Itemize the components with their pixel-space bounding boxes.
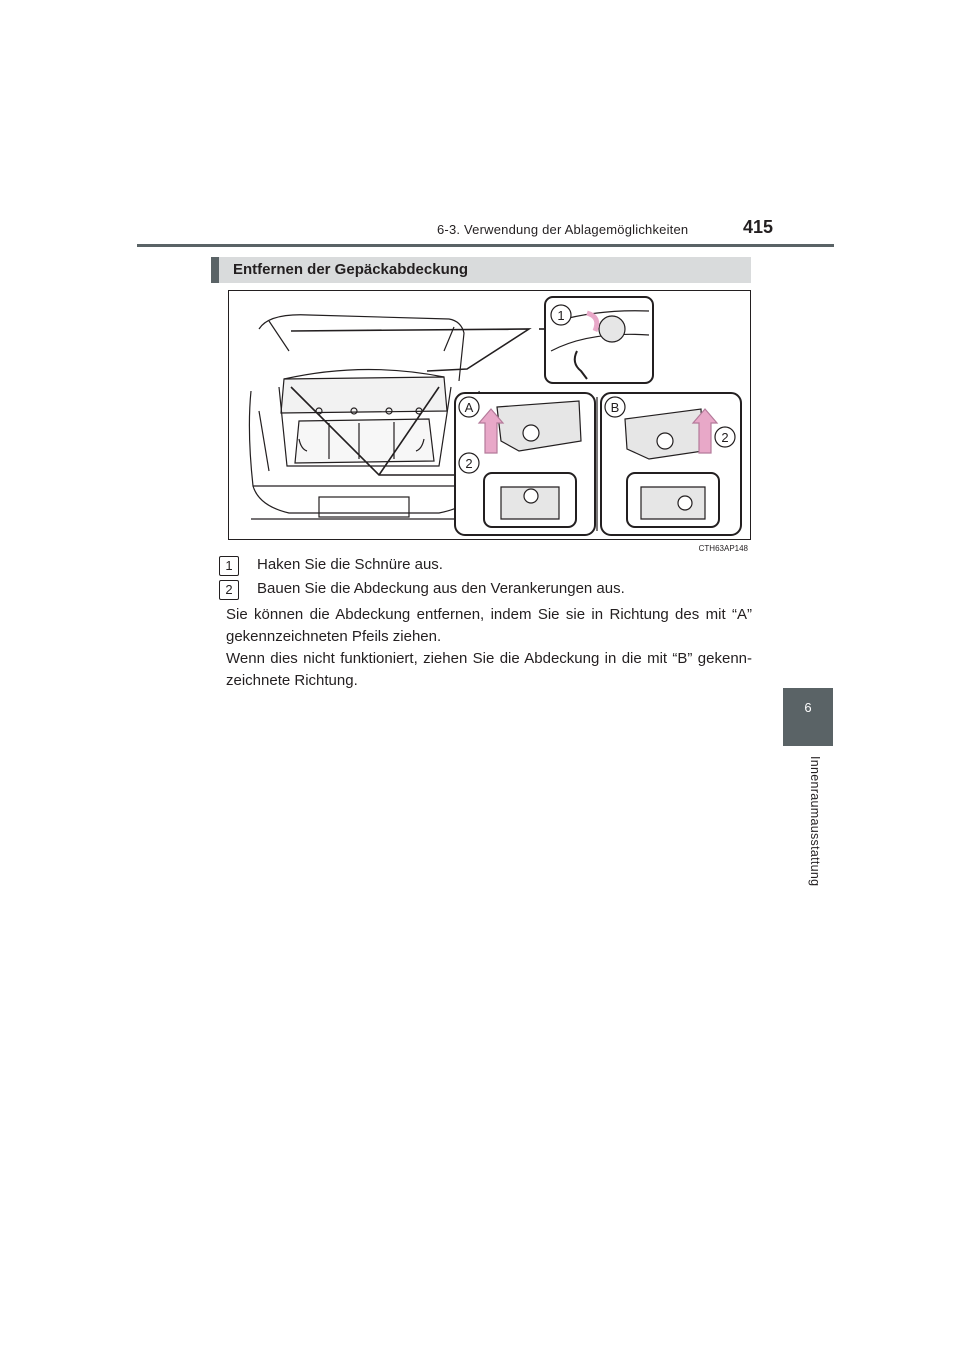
header-rule bbox=[137, 244, 834, 247]
chapter-tab[interactable] bbox=[783, 688, 833, 746]
inset-variant-b bbox=[601, 393, 741, 535]
body-paragraph-1: Sie können die Abdeckung entfernen, indem Sie sie in Richtung des mit “A” gekennzeichneten Pfeils ziehen. bbox=[226, 606, 752, 645]
step-text: Bauen Sie die Abdeckung aus den Verankerungen aus. bbox=[257, 580, 625, 597]
step-number-badge: 1 bbox=[219, 556, 239, 576]
callout-2-b: 2 bbox=[721, 430, 729, 445]
section-title: Entfernen der Gepäckabdeckung bbox=[233, 261, 469, 278]
figure-code: CTH63AP148 bbox=[698, 544, 748, 553]
callout-1: 1 bbox=[557, 308, 565, 323]
callout-b: B bbox=[610, 400, 620, 415]
callout-2-a: 2 bbox=[465, 456, 473, 471]
callout-a: A bbox=[464, 400, 474, 415]
inset-variant-a bbox=[455, 393, 595, 535]
illustration-svg bbox=[229, 291, 750, 539]
chapter-number: 6 bbox=[804, 700, 812, 715]
step-text: Haken Sie die Schnüre aus. bbox=[257, 556, 443, 573]
page-number: 415 bbox=[743, 217, 774, 237]
body-paragraph-2: Wenn dies nicht funktioniert, ziehen Sie die Abdeckung in die mit “B” gekenn-zeichnete Richtung. bbox=[226, 650, 752, 689]
chapter-label: Innenraumausstattung bbox=[808, 756, 822, 887]
figure-illustration bbox=[228, 290, 751, 553]
page-header-text: 6-3. Verwendung der Ablagemöglichkeiten bbox=[437, 222, 689, 237]
step-number-badge: 2 bbox=[219, 580, 239, 600]
car-rear-drawing bbox=[249, 315, 482, 519]
section-heading-bar bbox=[211, 257, 751, 283]
